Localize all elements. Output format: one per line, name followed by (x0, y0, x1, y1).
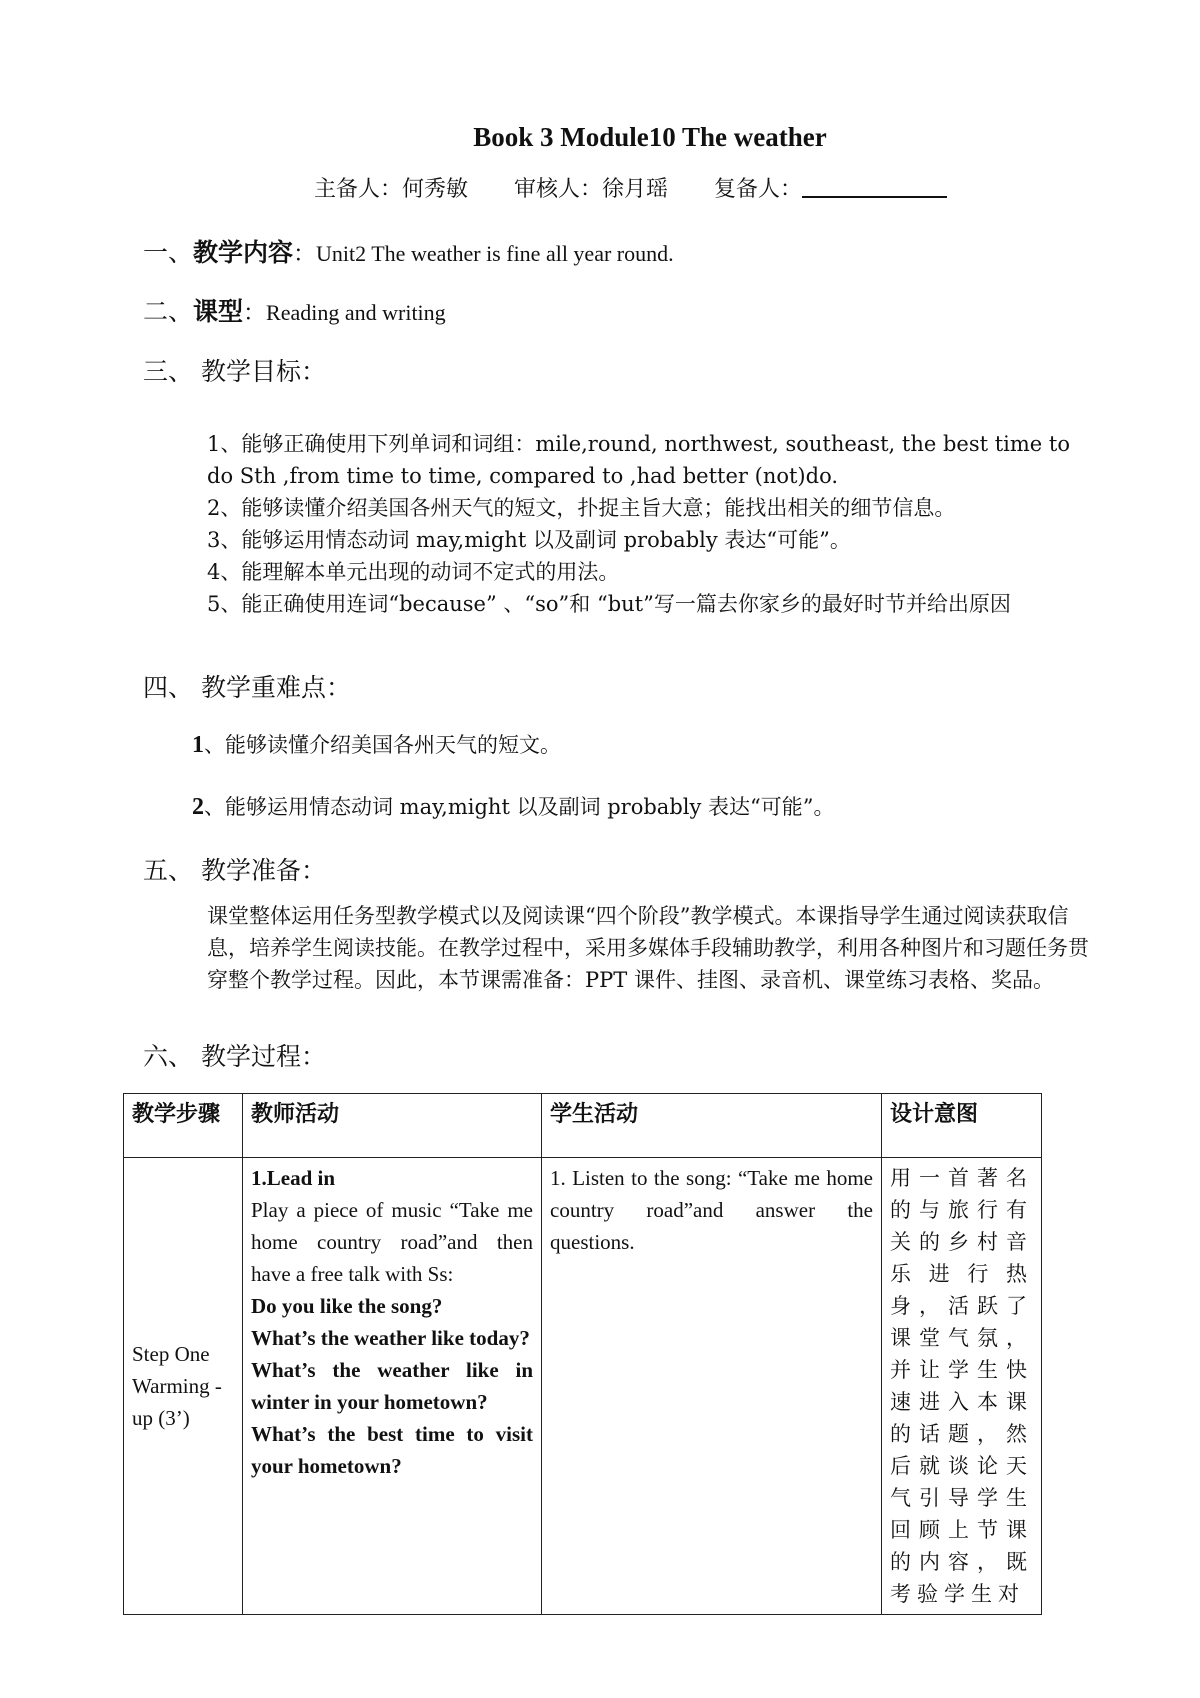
focus-item: 2、能够运用情态动词 may,might 以及副词 probably 表达“可能”。 (192, 794, 835, 820)
teacher-question: What’s the weather like today? (251, 1326, 530, 1350)
co-preparer-label: 复备人： (714, 177, 803, 202)
preparers-line (314, 172, 947, 203)
section-content-label: 教学内容 (193, 238, 294, 267)
co-preparer-blank (802, 176, 947, 198)
section-process-heading: 六、 教学过程： (143, 1042, 326, 1071)
section-content-value: Unit2 The weather is fine all year round. (316, 241, 674, 266)
table-row (124, 1158, 1042, 1615)
focus-item: 1、能够读懂介绍美国各州天气的短文。 (192, 732, 561, 758)
objective-item: 1、能够正确使用下列单词和词组：mile,round, northwest, southeast, the best time to do Sth ,from time to time, compared to ,had better (not)do. (207, 432, 1070, 488)
header-teacher: 教师活动 (243, 1094, 542, 1158)
section-focus-heading: 四、 教学重难点： (143, 673, 351, 702)
step-cell: Step One Warming -up (3’) (124, 1158, 243, 1615)
preparer-label: 主备人：何秀敏 (314, 177, 469, 202)
teacher-activity-cell (243, 1158, 542, 1615)
section-type-value: Reading and writing (266, 300, 446, 325)
preparation-text: 课堂整体运用任务型教学模式以及阅读课“四个阶段”教学模式。本课指导学生通过阅读获取信息，培养学生阅读技能。在教学过程中，采用多媒体手段辅助教学，利用各种图片和习题任务贯穿整个教学过程。因此，本节课需准备：PPT 课件、挂图、录音机、课堂练习表格、奖品。 (207, 904, 1089, 992)
section-objectives-heading: 三、 教学目标： (143, 357, 326, 386)
objective-item: 3、能够运用情态动词 may,might 以及副词 probably 表达“可能”。 (207, 528, 851, 552)
reviewer-label: 审核人：徐月瑶 (514, 177, 669, 202)
process-table (123, 1093, 1042, 1615)
teacher-question: What’s the weather like in winter in your hometown? (251, 1358, 533, 1414)
objective-item: 5、能正确使用连词“because” 、“so”和 “but”写一篇去你家乡的最好时节并给出原因 (207, 592, 1011, 616)
document-title: Book 3 Module10 The weather (473, 122, 827, 152)
section-content: 一、教学内容：Unit2 The weather is fine all year round. (143, 238, 674, 267)
objective-item: 2、能够读懂介绍美国各州天气的短文，扑捉主旨大意；能找出相关的细节信息。 (207, 496, 956, 520)
teacher-activity-title: 1.Lead in (251, 1166, 336, 1190)
header-student: 学生活动 (542, 1094, 882, 1158)
objective-item: 4、能理解本单元出现的动词不定式的用法。 (207, 560, 620, 584)
teacher-question: Do you like the song? (251, 1294, 443, 1318)
teacher-question: What’s the best time to visit your hometown? (251, 1422, 533, 1478)
section-type: 二、课型：Reading and writing (143, 297, 446, 326)
objectives-list (207, 428, 1095, 620)
student-activity-cell: 1. Listen to the song: “Take me home country road”and answer the questions. (542, 1158, 882, 1615)
header-intent: 设计意图 (882, 1094, 1042, 1158)
teacher-activity-text: Play a piece of music “Take me home country road”and then have a free talk with Ss: (251, 1198, 533, 1286)
header-step: 教学步骤 (124, 1094, 243, 1158)
section-preparation-heading: 五、 教学准备： (143, 856, 326, 885)
section-type-label: 课型 (193, 297, 244, 326)
design-intent-cell: 用一首著名的与旅行有关的乡村音乐进行热身，活跃了课堂气氛，并让学生快速进入本课的话题，然后就谈论天气引导学生回顾上节课的内容，既考验学生对 (882, 1158, 1042, 1615)
table-header-row (124, 1094, 1042, 1158)
